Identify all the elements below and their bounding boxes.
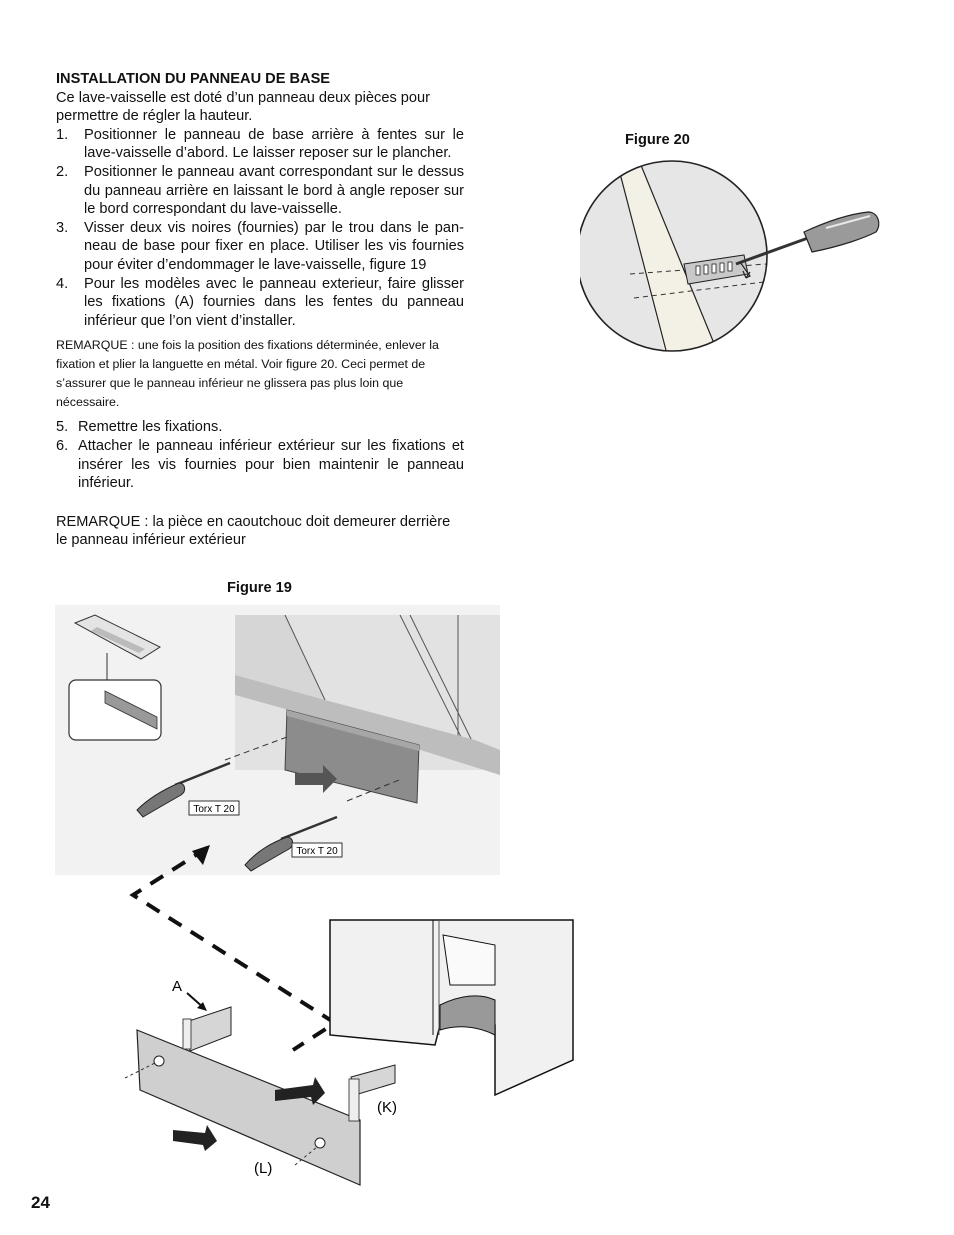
step-item: 4. Pour les modèles avec le panneau exterieur, faire glisser les fixations (A) fournies dans les fentes du panneau inférieur que l’on vient d’installer. [56,275,464,329]
figure-20-illustration [580,158,890,358]
push-arrow [173,1125,217,1151]
figure-19-label: Figure 19 [227,580,292,596]
step-item: 2. Positionner le panneau avant correspondant sur le dessus du panneau arrière en laissant le bord à angle reposer sur le bord correspondant du lave-vaisselle. [56,163,464,218]
intro-paragraph: Ce lave-vaisselle est doté d’un panneau deux pièces pour permettre de régler la hauteur. [56,89,431,125]
instructions-column [56,70,464,564]
section-title: INSTALLATION DU PANNEAU DE BASE [56,71,331,87]
bracket-a [183,1007,231,1051]
callout-a: A [172,978,183,995]
figure-20-label: Figure 20 [625,132,690,148]
dishwasher-corner-bottom [330,920,573,1095]
steps-list-2 [56,418,464,492]
tool-label: Torx T 20 [296,846,338,857]
steps-list [56,126,464,331]
tool-label: Torx T 20 [193,804,235,815]
step-item: 6. Attacher le panneau inférieur extérieur sur les fixations et insérer les vis fournies pour bien maintenir le panneau inférieur. [56,437,464,492]
note-remark-2: REMARQUE : la pièce en caoutchouc doit demeurer derrière le panneau inférieur extérieur [56,513,451,549]
figure-19-illustration [55,605,580,1195]
note-remark-1: REMARQUE : une fois la position des fixations déterminée, enlever la fixation et plier la languette en métal. Voir figure 20. Ceci permet de s’assurer que le panneau inférieur ne glissera pas plus loin que nécessaire. [56,338,439,410]
dashed-arrow [133,848,335,1050]
callout-l: (L) [254,1160,273,1177]
step-item: 5. Remettre les fixations. [56,419,223,436]
callout-k: (K) [377,1099,397,1116]
step-item: 3. Visser deux vis noires (fournies) par le trou dans le pan-neau de base pour fixer en place. Utiliser les vis fournies pour éviter d’endommager le lave-vaisselle, figure 19 [56,219,464,273]
step-item: 1. Positionner le panneau de base arrière à fentes sur le lave-vaisselle d’abord. Le laisser reposer sur le plancher. [56,126,464,162]
page-number: 24 [31,1193,50,1212]
base-panel-front [125,1030,360,1185]
